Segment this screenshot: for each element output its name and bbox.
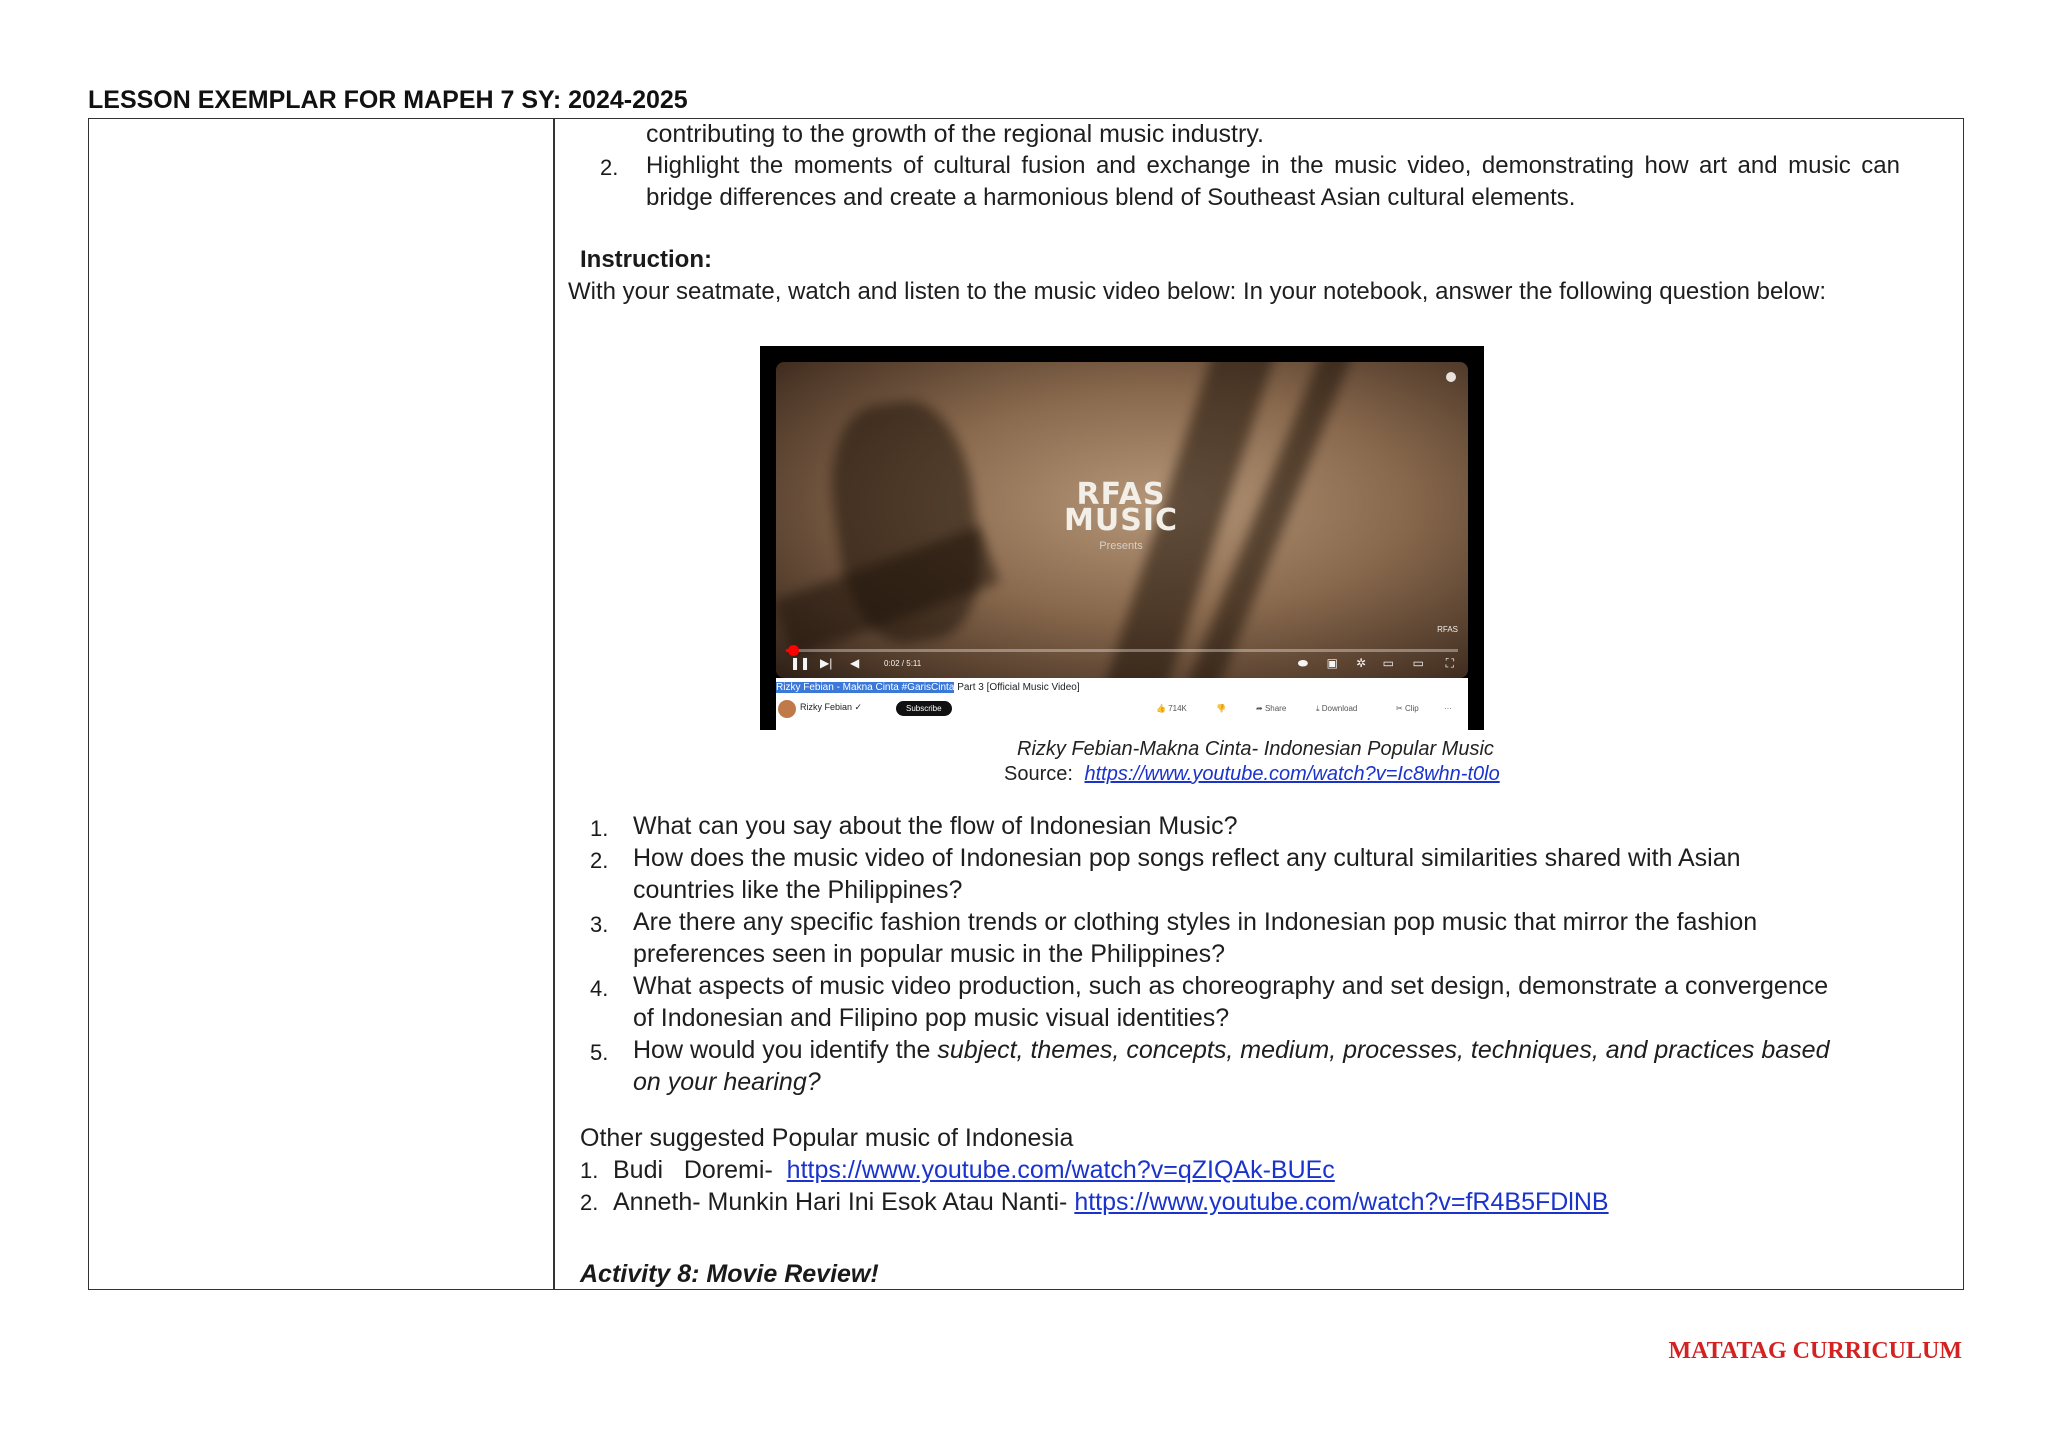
suggested-2-number: 2. [580,1190,599,1215]
captions-icon[interactable]: ▣ [1326,656,1338,670]
question-2-number: 2. [590,848,609,873]
table-column-divider [553,118,555,1290]
channel-name[interactable]: Rizky Febian ✓ [800,702,863,712]
suggested-1-link[interactable]: https://www.youtube.com/watch?v=qZIQAk-BUEc [786,1156,1335,1184]
video-progress-bar[interactable] [786,649,1458,652]
instruction-heading: Instruction: [580,246,712,273]
question-5-line2: on your hearing? [633,1068,821,1096]
video-watermark: RFAS [1437,625,1458,634]
more-button[interactable]: ··· [1444,704,1452,713]
footer-curriculum: MATATAG CURRICULUM [1668,1338,1962,1364]
video-source-link[interactable]: https://www.youtube.com/watch?v=Ic8whn-t0lo [1084,763,1500,785]
instruction-text: With your seatmate, watch and listen to the music video below: In your notebook, answer the following question below: [568,278,1827,305]
question-1: What can you say about the flow of Indonesian Music? [633,812,1238,840]
volume-icon[interactable]: ◀ [850,656,860,670]
suggested-2: Anneth- Munkin Hari Ini Esok Atau Nanti- https://www.youtube.com/watch?v=fR4B5FDlNB [613,1188,1609,1216]
music-video-thumbnail[interactable] [760,346,1484,730]
share-button[interactable]: ➦ Share [1256,704,1287,713]
question-4-number: 4. [590,976,609,1001]
settings-icon[interactable]: ✲ [1355,656,1366,670]
youtube-info-strip [776,678,1468,730]
download-button[interactable]: ⤓ Download [1316,704,1358,713]
objective-continuation: contributing to the growth of the regional music industry. [646,120,1264,148]
question-1-number: 1. [590,816,609,841]
question-2-line2: countries like the Philippines? [633,876,963,904]
question-3-line2: preferences seen in popular music in the Philippines? [633,940,1226,968]
video-caption: Rizky Febian-Makna Cinta- Indonesian Popular Music [1017,738,1494,760]
objective-2-number: 2. [600,155,619,180]
question-3-line1: Are there any specific fashion trends or clothing styles in Indonesian pop music that mirror the fashion [633,908,1758,936]
question-4-line1: What aspects of music video production, such as choreography and set design, demonstrate a convergence [633,972,1829,1000]
objective-2-line2: bridge differences and create a harmonious blend of Southeast Asian cultural elements. [646,184,1576,211]
video-title[interactable]: Rizky Febian - Makna Cinta #GarisCinta Part 3 [Official Music Video] [776,682,1080,693]
like-button[interactable]: 👍 714K [1156,704,1187,713]
video-progress-knob[interactable] [788,645,799,656]
next-icon[interactable]: ▶| [820,656,833,670]
question-2-line1: How does the music video of Indonesian pop songs reflect any cultural similarities shared with Asian [633,844,1741,872]
suggested-heading: Other suggested Popular music of Indonesia [580,1124,1074,1152]
suggested-2-link[interactable]: https://www.youtube.com/watch?v=fR4B5FDlNB [1074,1188,1609,1216]
dislike-button[interactable]: 👎 [1216,704,1226,713]
channel-avatar[interactable] [778,700,796,718]
objective-2-line1: Highlight the moments of cultural fusion and exchange in the music video, demonstrating how art and music can [646,152,1900,179]
theater-icon[interactable]: ▭ [1412,656,1424,670]
subscribe-button[interactable]: Subscribe [896,701,952,716]
question-5-line1: How would you identify the subject, themes, concepts, medium, processes, techniques, and practices based [633,1036,1830,1064]
fullscreen-icon[interactable]: ⛶ [1445,656,1454,670]
autoplay-toggle[interactable]: ⬬ [1297,656,1308,670]
clip-button[interactable]: ✂ Clip [1396,704,1419,713]
question-5-number: 5. [590,1040,609,1065]
video-source: Source: https://www.youtube.com/watch?v=Ic8whn-t0lo [1004,763,1500,785]
miniplayer-icon[interactable]: ▭ [1382,656,1394,670]
info-icon[interactable] [1446,372,1456,382]
question-3-number: 3. [590,912,609,937]
video-screen[interactable] [776,362,1468,678]
activity-title: Activity 8: Movie Review! [580,1260,879,1288]
video-time: 0:02 / 5:11 [884,659,922,668]
suggested-1: Budi Doremi- https://www.youtube.com/watch?v=qZIQAk-BUEc [613,1156,1335,1184]
question-4-line2: of Indonesian and Filipino pop music visual identities? [633,1004,1230,1032]
video-controls [786,656,1458,674]
presents-text: Presents [1099,540,1143,552]
pause-icon[interactable]: ❚❚ [790,656,811,670]
rfas-music-logo: RFAS MUSIC [1064,477,1178,538]
suggested-1-number: 1. [580,1158,599,1183]
lesson-header-title: LESSON EXEMPLAR FOR MAPEH 7 SY: 2024-2025 [88,86,688,114]
